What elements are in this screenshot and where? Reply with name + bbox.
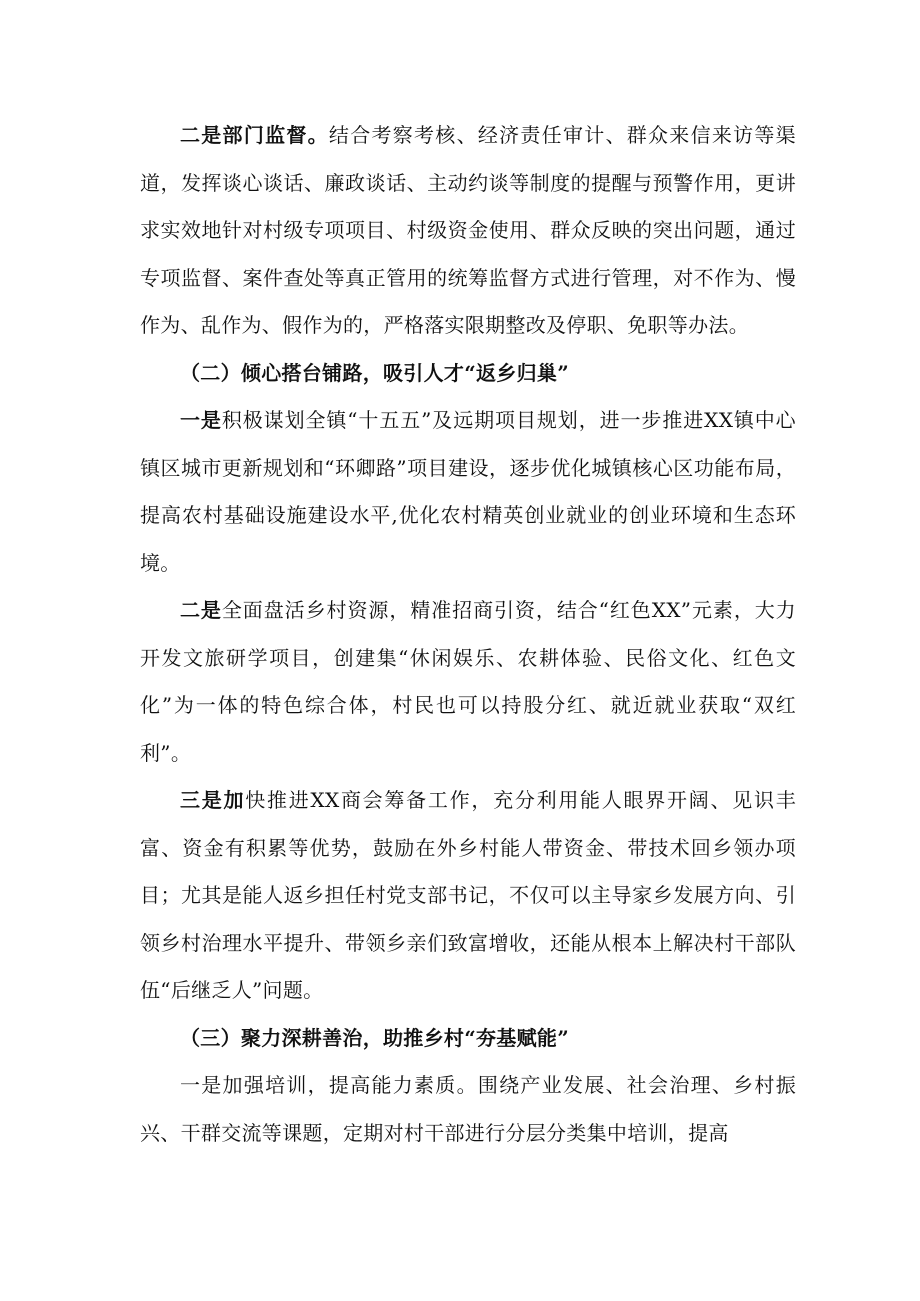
- paragraph-lead: 二是部门监督。: [180, 123, 329, 147]
- paragraph-text: 一是加强培训，提高能力素质。围绕产业发展、社会治理、乡村振兴、干群交流等课题，定期对村干部进行分层分类集中培训，提高: [140, 1073, 796, 1145]
- paragraph-lead: 三是加: [180, 788, 246, 812]
- section-heading-3: （三）聚力深耕善治，助推乡村“夯基赋能”: [180, 1025, 570, 1050]
- paragraph-text: 积极谋划全镇“十五五”及远期项目规划，进一步推进XX镇中心镇区城市更新规划和“环卿路”项目建设，逐步优化城镇核心区功能布局，提高农村基础设施建设水平,优化农村精英创业就业的创业环境和生态环境。: [140, 408, 796, 575]
- paragraph-rural-resources: [140, 587, 796, 777]
- paragraph-text: 结合考察考核、经济责任审计、群众来信来访等渠道，发挥谈心谈话、廉政谈话、主动约谈等制度的提醒与预警作用，更讲求实效地针对村级专项项目、村级资金使用、群众反映的突出问题，通过专项监督、案件查处等真正管用的统筹监督方式进行管理，对不作为、慢作为、乱作为、假作为的，严格落实限期整改及停职、免职等办法。: [140, 123, 796, 337]
- paragraph-project-planning: [140, 397, 796, 587]
- paragraph-text: 全面盘活乡村资源，精准招商引资，结合“红色XX”元素，大力开发文旅研学项目，创建集“休闲娱乐、农耕体验、民俗文化、红色文化”为一体的特色综合体，村民也可以持股分红、就近就业获取“双红利”。: [140, 598, 796, 765]
- paragraph-text: 快推进XX商会筹备工作，充分利用能人眼界开阔、见识丰富、资金有积累等优势，鼓励在外乡村能人带资金、带技术回乡领办项目；尤其是能人返乡担任村党支部书记，不仅可以主导家乡发展方向、引领乡村治理水平提升、带领乡亲们致富增收，还能从根本上解决村干部队伍“后继乏人”问题。: [140, 788, 796, 1002]
- document-body: [140, 112, 796, 1157]
- paragraph-department-supervision: [140, 112, 796, 350]
- paragraph-lead: 二是: [180, 598, 222, 622]
- section-heading-2: （二）倾心搭台铺路，吸引人才“返乡归巢”: [180, 360, 570, 385]
- paragraph-training: [140, 1062, 796, 1157]
- paragraph-chamber-of-commerce: [140, 777, 796, 1015]
- paragraph-lead: 一是: [180, 408, 222, 432]
